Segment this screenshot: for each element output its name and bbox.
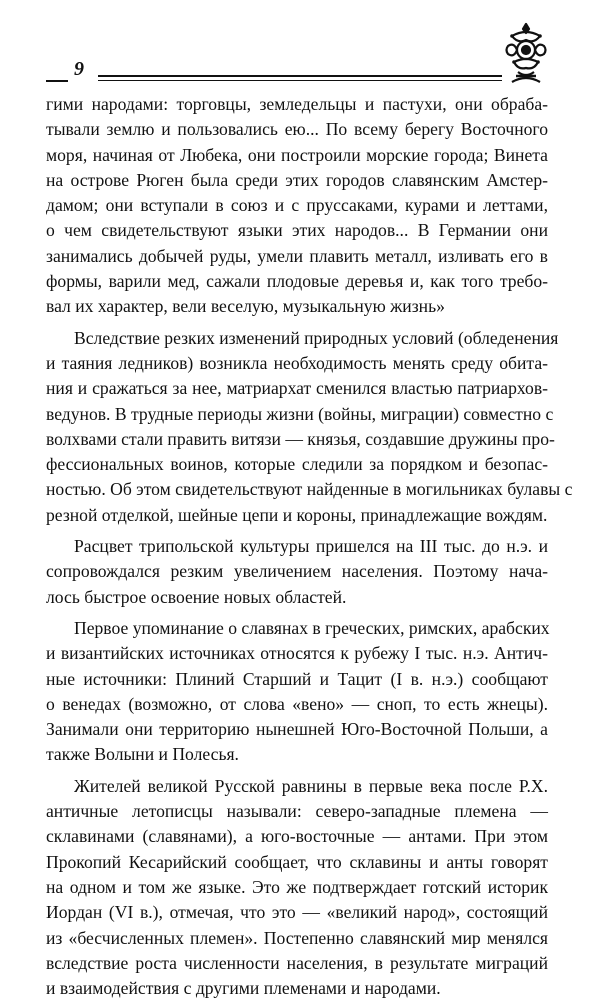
paragraph-2	[46, 326, 573, 528]
text-line: Занимали они территорию нынешней Юго-Восточной Польши, а	[46, 719, 548, 740]
page-number: 9	[74, 58, 85, 80]
text-line: вал их характер, вели веселую, музыкальную жизнь»	[46, 296, 445, 317]
text-line: и таяния ледников) возникла необходимость менять среду обита-	[46, 352, 548, 373]
paragraph-3	[46, 534, 548, 610]
header-rule-thin	[98, 80, 502, 81]
celtic-knot-ornament-icon	[504, 22, 548, 86]
text-line: и взаимодействия с другими племенами и народами.	[46, 978, 441, 999]
text-line: ные источники: Плиний Старший и Тацит (I в. н.э.) сообщают	[46, 668, 548, 689]
text-line: вследствие роста численности населения, в результате миграций	[46, 952, 548, 973]
text-line: ностью. Об этом свидетельствуют найденные в могильниках булавы с	[46, 479, 573, 500]
text-line: склавинами (славянами), а юго-восточные — антами. При этом	[46, 826, 548, 847]
text-line: античные летописцы называли: северо-западные племена —	[46, 801, 548, 822]
paragraph-4	[46, 616, 548, 768]
text-line: лось быстрое освоение новых областей.	[46, 586, 347, 607]
header-rule	[98, 75, 502, 77]
text-line: Жителей великой Русской равнины в первые века после Р.Х.	[74, 775, 548, 796]
text-line: волхвами стали править витязи — князья, создавшие дружины про-	[46, 428, 555, 449]
text-line: гими народами: торговцы, земледельцы и пастухи, они обраба-	[46, 94, 548, 114]
text-line: на острове Рюген была среди этих городов славянским Амстер-	[46, 169, 548, 190]
text-line: также Волыни и Полесья.	[46, 744, 239, 765]
text-line: формы, варили мед, сажали плодовые деревья и, как того требо-	[46, 271, 548, 292]
text-line: ния и сражаться за нее, матриархат сменился властью патриархов-	[46, 378, 548, 399]
text-line: Вследствие резких изменений природных условий (обледенения	[74, 327, 559, 348]
paragraph-1	[46, 92, 548, 320]
running-head	[0, 0, 600, 100]
text-line: из «бесчисленных племен». Постепенно славянский мир менялся	[46, 927, 548, 948]
text-line: Прокопий Кесарийский сообщает, что склавины и анты говорят	[46, 851, 548, 872]
text-line: занимались добычей руды, умели плавить металл, изливать его в	[46, 245, 548, 266]
text-line: тывали землю и пользовались ею... По всему берегу Восточного	[46, 119, 548, 140]
text-line: Расцвет трипольской культуры пришелся на III тыс. до н.э. и	[74, 536, 548, 557]
text-line: сопровождался резким увеличением населения. Поэтому нача-	[46, 561, 548, 582]
text-line: на одном и том же языке. Это же подтверждает готский историк	[46, 876, 548, 897]
text-line: Иордан (VI в.), отмечая, что это — «великий народ», состоящий	[46, 902, 548, 923]
text-line: о венедах (возможно, от слова «вено» — сноп, то есть жнецы).	[46, 693, 548, 714]
text-line: ведунов. В трудные периоды жизни (войны, миграции) совместно с	[46, 403, 554, 424]
text-line: дамом; они вступали в союз и с пруссаками, курами и леттами,	[46, 195, 548, 216]
text-line: о чем свидетельствуют языки этих народов... В Германии они	[46, 220, 548, 241]
text-line: Первое упоминание о славянах в греческих, римских, арабских	[74, 617, 550, 638]
text-line: и византийских источниках относятся к рубежу I тыс. н.э. Антич-	[46, 643, 548, 664]
paragraph-5	[46, 774, 548, 1002]
text-line: моря, начиная от Любека, они построили морские города; Винета	[46, 144, 548, 165]
body-text	[46, 92, 573, 1007]
text-line: резной отделкой, шейные цепи и короны, принадлежащие вождям.	[46, 504, 548, 525]
text-line: фессиональных воинов, которые следили за порядком и безопас-	[46, 454, 548, 475]
header-rule-left	[46, 80, 68, 82]
